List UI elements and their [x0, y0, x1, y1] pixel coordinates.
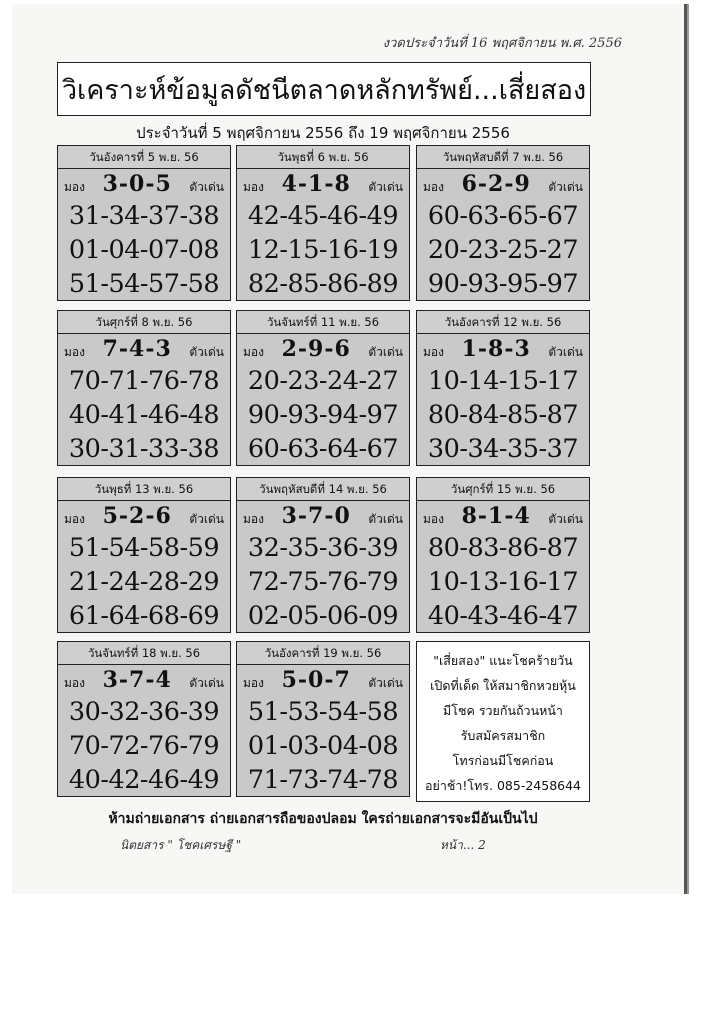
focus-line	[58, 334, 230, 364]
day-card	[416, 477, 590, 633]
number-row: 61-64-68-69	[68, 601, 220, 631]
publisher-name: นิตยสาร " โชคเศรษฐี "	[120, 838, 242, 852]
number-row: 01-03-04-08	[247, 731, 399, 761]
number-row: 70-71-76-78	[68, 366, 220, 396]
look-label: มอง	[243, 345, 264, 359]
look-label: มอง	[423, 512, 444, 526]
ad-line: เปิดที่เด็ด ให้สมาชิกหวยหุ้น	[430, 678, 576, 693]
number-row: 40-42-46-49	[68, 765, 220, 795]
focus-label: ตัวเด่น	[368, 512, 403, 526]
look-label: มอง	[64, 180, 85, 194]
number-row: 12-15-16-19	[247, 235, 399, 265]
number-row: 80-84-85-87	[427, 400, 579, 430]
number-row: 10-13-16-17	[427, 567, 579, 597]
day-header: วันพฤหัสบดีที่ 14 พ.ย. 56	[237, 478, 409, 501]
ad-line: "เสี่ยสอง" แนะโชคร้ายวัน	[433, 653, 573, 668]
focus-label: ตัวเด่น	[548, 180, 583, 194]
number-row: 51-54-58-59	[68, 533, 220, 563]
number-row: 10-14-15-17	[427, 366, 579, 396]
number-row: 60-63-65-67	[427, 201, 579, 231]
number-row: 42-45-46-49	[247, 201, 399, 231]
look-label: มอง	[423, 345, 444, 359]
focus-digits: 4-1-8	[281, 171, 351, 197]
day-card	[416, 145, 590, 301]
date-range: ประจำวันที่ 5 พฤศจิกายน 2556 ถึง 19 พฤศจิกายน 2556	[136, 124, 510, 142]
number-row: 80-83-86-87	[427, 533, 579, 563]
focus-label: ตัวเด่น	[548, 345, 583, 359]
number-row: 72-75-76-79	[247, 567, 399, 597]
number-row: 71-73-74-78	[247, 765, 399, 795]
ad-line: โทรก่อนมีโชคก่อน	[452, 753, 554, 768]
number-row: 32-35-36-39	[247, 533, 399, 563]
focus-digits: 3-7-0	[281, 503, 351, 529]
day-header: วันจันทร์ที่ 11 พ.ย. 56	[237, 311, 409, 334]
focus-label: ตัวเด่น	[368, 180, 403, 194]
day-card	[57, 641, 231, 797]
number-row: 40-43-46-47	[427, 601, 579, 631]
focus-digits: 6-2-9	[461, 171, 531, 197]
page-title: วิเคราะห์ข้อมูลดัชนีตลาดหลักทรัพย์...เสี่ยสอง	[57, 62, 591, 116]
focus-digits: 1-8-3	[461, 336, 531, 362]
ad-line: มีโชค รวยกันถ้วนหน้า	[443, 703, 563, 718]
focus-line	[417, 169, 589, 199]
copy-warning: ห้ามถ่ายเอกสาร ถ่ายเอกสารถือของปลอม ใครถ่ายเอกสารจะมีอันเป็นไป	[108, 811, 538, 827]
focus-line	[237, 169, 409, 199]
focus-label: ตัวเด่น	[189, 180, 224, 194]
focus-digits: 3-7-4	[102, 667, 172, 693]
focus-digits: 8-1-4	[461, 503, 531, 529]
ad-line: รับสมัครสมาชิก	[460, 728, 546, 743]
look-label: มอง	[423, 180, 444, 194]
day-header: วันพุธที่ 13 พ.ย. 56	[58, 478, 230, 501]
focus-line	[237, 334, 409, 364]
look-label: มอง	[64, 345, 85, 359]
number-row: 51-54-57-58	[68, 269, 220, 299]
day-card	[236, 310, 410, 466]
number-row: 70-72-76-79	[68, 731, 220, 761]
day-card	[57, 145, 231, 301]
number-row: 30-34-35-37	[427, 434, 579, 464]
day-header: วันศุกร์ที่ 15 พ.ย. 56	[417, 478, 589, 501]
day-header: วันศุกร์ที่ 8 พ.ย. 56	[58, 311, 230, 334]
day-header: วันอังคารที่ 19 พ.ย. 56	[237, 642, 409, 665]
focus-digits: 3-0-5	[102, 171, 172, 197]
number-row: 31-34-37-38	[68, 201, 220, 231]
number-row: 90-93-95-97	[427, 269, 579, 299]
number-row: 51-53-54-58	[247, 697, 399, 727]
focus-line	[58, 501, 230, 531]
number-row: 30-32-36-39	[68, 697, 220, 727]
page-number: หน้า... 2	[440, 838, 486, 852]
number-row: 20-23-25-27	[427, 235, 579, 265]
day-header: วันอังคารที่ 5 พ.ย. 56	[58, 146, 230, 169]
focus-label: ตัวเด่น	[548, 512, 583, 526]
number-row: 20-23-24-27	[247, 366, 399, 396]
focus-digits: 5-0-7	[281, 667, 351, 693]
day-card	[57, 310, 231, 466]
focus-line	[237, 501, 409, 531]
focus-digits: 7-4-3	[102, 336, 172, 362]
day-card	[236, 477, 410, 633]
focus-line	[417, 501, 589, 531]
focus-digits: 5-2-6	[102, 503, 172, 529]
day-header: วันพุธที่ 6 พ.ย. 56	[237, 146, 409, 169]
day-header: วันพฤหัสบดีที่ 7 พ.ย. 56	[417, 146, 589, 169]
day-card	[236, 145, 410, 301]
focus-line	[58, 169, 230, 199]
look-label: มอง	[243, 676, 264, 690]
day-header: วันอังคารที่ 12 พ.ย. 56	[417, 311, 589, 334]
focus-digits: 2-9-6	[281, 336, 351, 362]
focus-line	[58, 665, 230, 695]
day-header: วันจันทร์ที่ 18 พ.ย. 56	[58, 642, 230, 665]
focus-line	[237, 665, 409, 695]
focus-label: ตัวเด่น	[368, 676, 403, 690]
ad-phone-line: อย่าช้า!โทร. 085-2458644	[424, 778, 582, 793]
number-row: 21-24-28-29	[68, 567, 220, 597]
focus-label: ตัวเด่น	[189, 345, 224, 359]
number-row: 02-05-06-09	[247, 601, 399, 631]
number-row: 90-93-94-97	[247, 400, 399, 430]
day-card	[236, 641, 410, 797]
issue-date: งวดประจำวันที่ 16 พฤศจิกายน พ.ศ. 2556	[382, 36, 622, 51]
number-row: 82-85-86-89	[247, 269, 399, 299]
number-row: 30-31-33-38	[68, 434, 220, 464]
day-card	[57, 477, 231, 633]
focus-label: ตัวเด่น	[189, 512, 224, 526]
focus-label: ตัวเด่น	[189, 676, 224, 690]
look-label: มอง	[64, 676, 85, 690]
look-label: มอง	[243, 512, 264, 526]
number-row: 60-63-64-67	[247, 434, 399, 464]
advertisement-box	[416, 641, 590, 802]
look-label: มอง	[64, 512, 85, 526]
number-row: 40-41-46-48	[68, 400, 220, 430]
focus-line	[417, 334, 589, 364]
focus-label: ตัวเด่น	[368, 345, 403, 359]
look-label: มอง	[243, 180, 264, 194]
number-row: 01-04-07-08	[68, 235, 220, 265]
day-card	[416, 310, 590, 466]
